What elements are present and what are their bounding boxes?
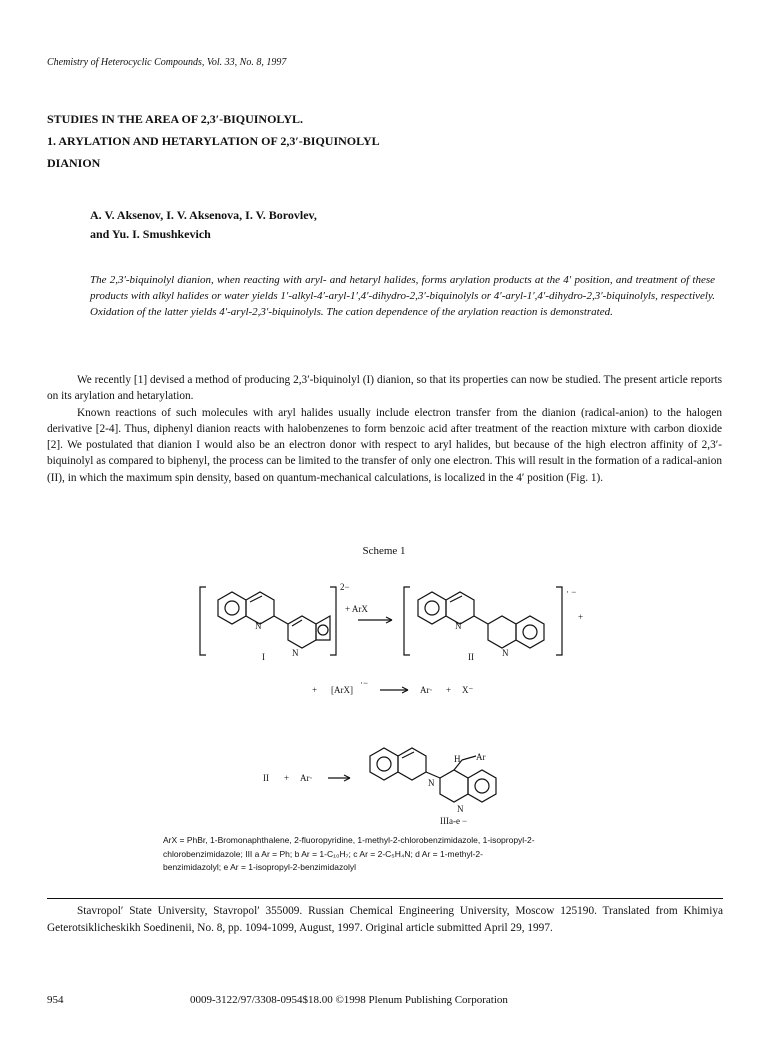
- legend-line-2: chlorobenzimidazole; III a Ar = Ph; b Ar = 1-C₁₀H₇; c Ar = 2-C₅H₄N; d Ar = 1-methyl-2-: [163, 848, 483, 859]
- eq2-plus-2: +: [446, 685, 452, 695]
- author-line-1: A. V. Aksenov, I. V. Aksenova, I. V. Borovlev,: [90, 208, 317, 222]
- nitrogen-III-a: N: [428, 778, 435, 788]
- plus-sign-1: +: [578, 612, 584, 622]
- legend-line-1: ArX = PhBr, 1-Bromonaphthalene, 2-fluoropyridine, 1-methyl-2-chlorobenzimidazole, 1-isopropyl-2-: [163, 835, 535, 845]
- anion-minus: −: [462, 816, 468, 826]
- author-list: [90, 206, 317, 244]
- compound-II-structure: [418, 592, 544, 648]
- bracket-right-1: [330, 587, 336, 655]
- eq3-plus: +: [284, 773, 290, 783]
- nitrogen-I-a: N: [255, 621, 262, 631]
- title-line-3: DIANION: [47, 156, 101, 170]
- substituent-H: H: [454, 754, 461, 764]
- journal-citation: Chemistry of Heterocyclic Compounds, Vol. 33, No. 8, 1997: [47, 57, 287, 68]
- eq2-arx: [ArX]: [331, 685, 353, 695]
- nitrogen-I-b: N: [292, 648, 299, 658]
- eq2-charge: ·−: [360, 678, 369, 688]
- eq3-ar: Ar·: [300, 773, 313, 783]
- bracket-left-2: [404, 587, 410, 655]
- nitrogen-II-b: N: [502, 648, 509, 658]
- affiliation-text: Stavropol′ State University, Stavropol′ 355009. Russian Chemical Engineering University, Moscow 125190. Translated from Khimiya Geterotsiklicheskikh Soedinenii, No. 8, pp. 1094-1099, August, 1997. Original article submitted April 29, 1997.: [47, 905, 723, 934]
- paragraph-2: Known reactions of such molecules with aryl halides usually include electron transfer from the dianion (radical-anion) to the halogen derivative [2-4]. Thus, diphenyl dianion reacts with halobenzenes to form benzoic acid after treatment of the reaction mixture with carbon dioxide [2]. We postulated that dianion I would also be an electron donor with respect to aryl halides, but because of the high electron affinity of 2,3′-biquinolyl as compared to biphenyl, the process can be limited to the transfer of only one electron. This will result in the formation of a radical-anion (II), in which the maximum spin density, based on quantum-mechanical calculations, is localized in the 4′ position (Fig. 1).: [47, 406, 722, 484]
- compound-I-structure: [218, 592, 330, 648]
- title-line-2: 1. ARYLATION AND HETARYLATION OF 2,3′-BIQUINOLYL: [47, 134, 380, 148]
- eq2-x: X⁻: [462, 685, 474, 695]
- reaction-scheme: [0, 560, 768, 835]
- nitrogen-II-a: N: [455, 621, 462, 631]
- scheme-label: Scheme 1: [362, 545, 406, 557]
- reagent-arx: + ArX: [345, 604, 368, 614]
- body-text: [47, 372, 722, 486]
- label-IIIa-e: IIIa-e: [440, 816, 460, 826]
- eq3-II: II: [263, 773, 269, 783]
- page-number: 954: [47, 994, 64, 1006]
- abstract: The 2,3′-biquinolyl dianion, when reacting with aryl- and hetaryl halides, forms arylation products at the 4′ position, and treatment of these products with alkyl halides or water yields 1′-alkyl-4′-aryl-1′,4′-dihydro-2,3′-biquinolyls or 4′-aryl-1′,4′-dihydro-2,3′-biquinolyls, respectively. Oxidation of the latter yields 4′-aryl-2,3′-biquinolyls. The cation dependence of the arylation reaction is demonstrated.: [90, 274, 715, 318]
- footnote-rule: [47, 898, 723, 899]
- nitrogen-III-b: N: [457, 804, 464, 814]
- legend-line-3: benzimidazolyl; e Ar = 1-isopropyl-2-benzimidazolyl: [163, 862, 356, 872]
- bracket-left-1: [200, 587, 206, 655]
- eq2-plus: +: [312, 685, 318, 695]
- charge-radical: · −: [566, 587, 577, 597]
- author-line-2: and Yu. I. Smushkevich: [90, 227, 211, 241]
- label-I: I: [262, 652, 265, 662]
- copyright-line: 0009-3122/97/3308-0954$18.00 ©1998 Plenum Publishing Corporation: [190, 994, 508, 1006]
- charge-dianion: 2−: [340, 582, 350, 592]
- article-title: [47, 108, 380, 174]
- scheme-legend: [163, 834, 633, 875]
- affiliation-note: [47, 903, 723, 937]
- substituent-Ar: Ar: [476, 752, 486, 762]
- label-II: II: [468, 652, 474, 662]
- bracket-right-2: [556, 587, 562, 655]
- paragraph-1: We recently [1] devised a method of producing 2,3′-biquinolyl (I) dianion, so that its properties can now be studied. The present article reports on its arylation and hetarylation.: [47, 374, 722, 403]
- eq2-ar: Ar·: [420, 685, 433, 695]
- title-line-1: STUDIES IN THE AREA OF 2,3′-BIQUINOLYL.: [47, 112, 304, 126]
